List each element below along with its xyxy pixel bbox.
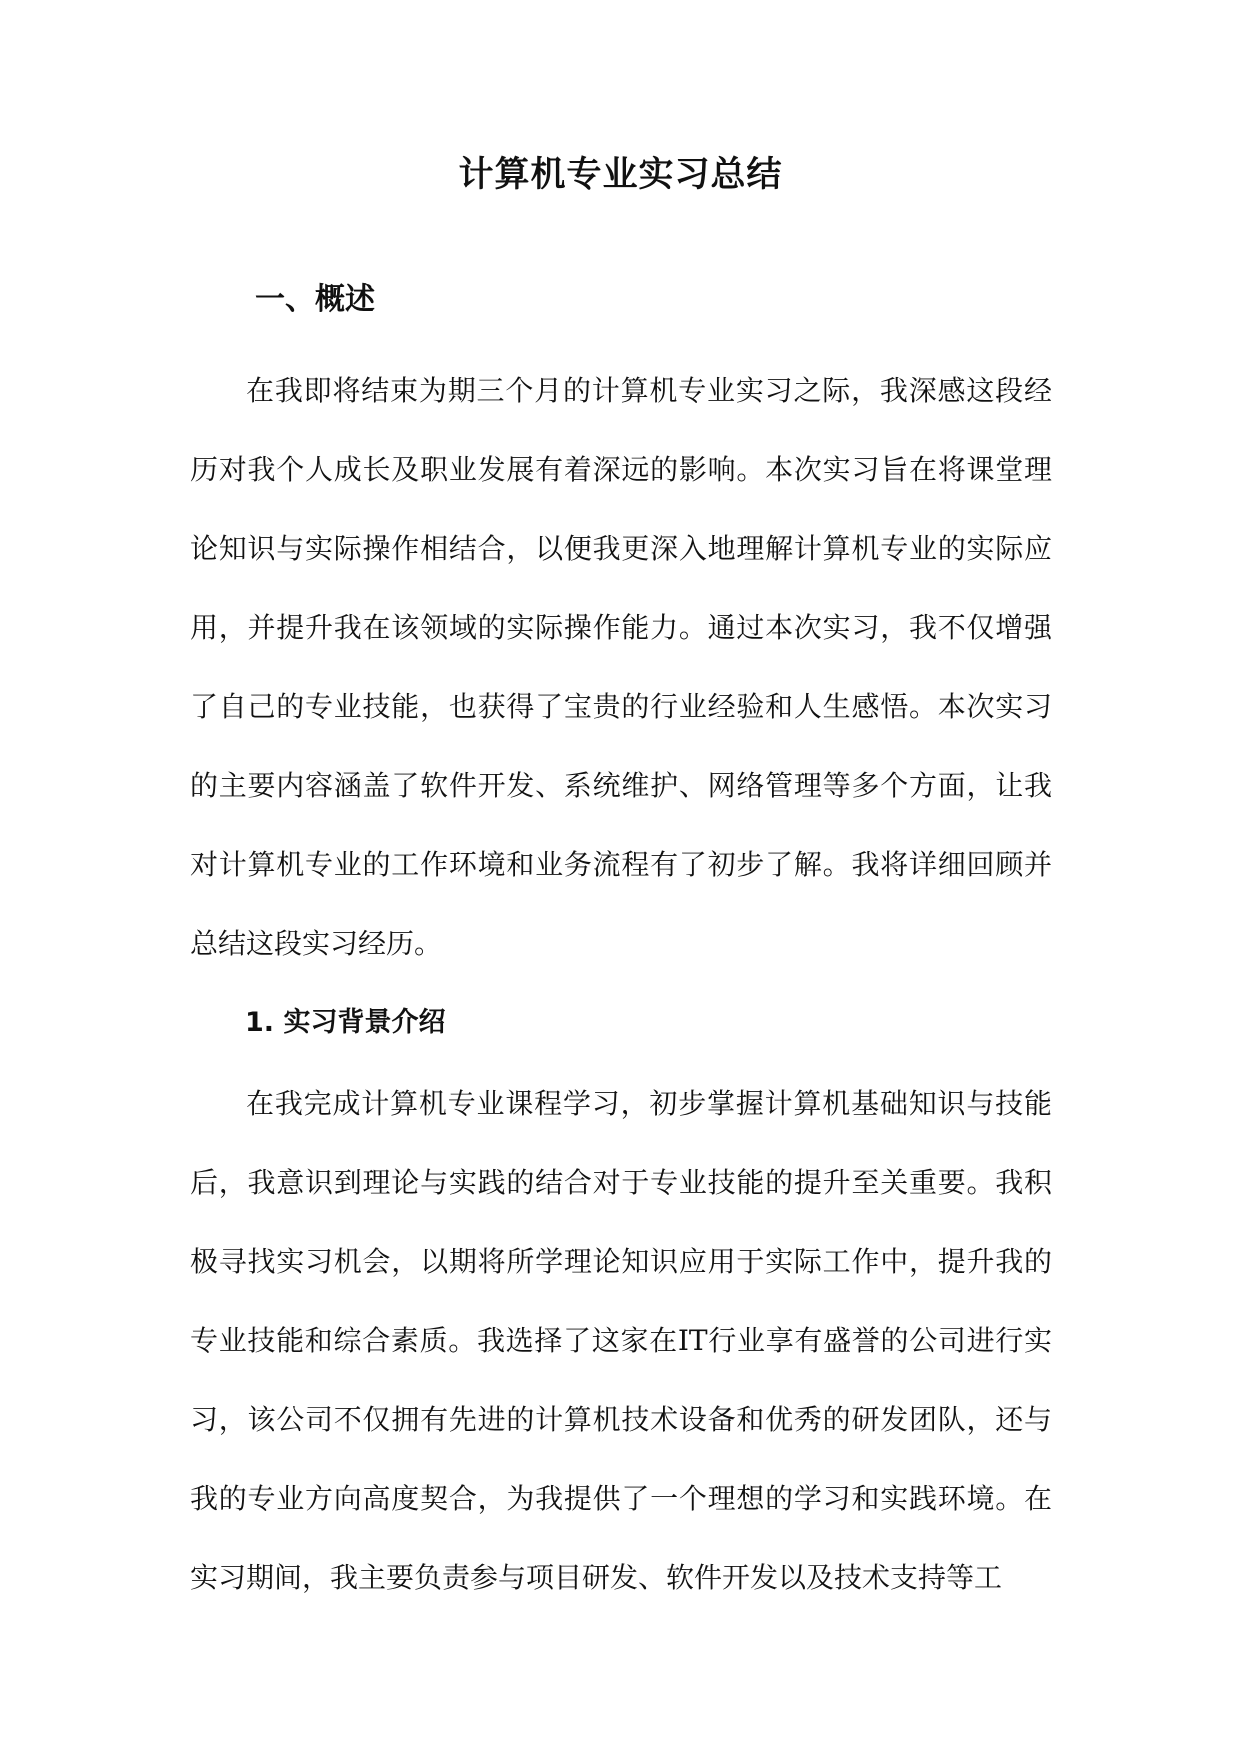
page-title: 计算机专业实习总结 (458, 155, 783, 195)
background-paragraph: 在我完成计算机专业课程学习，初步掌握计算机基础知识与技能后，我意识到理论与实践的结合对于专业技能的提升至关重要。我积极寻找实习机会，以期将所学理论知识应用于实际工作中，提升我的专业技能和综合素质。我选择了这家在IT行业享有盛誉的公司进行实习，该公司不仅拥有先进的计算机技术设备和优秀的研发团队，还与我的专业方向高度契合，为我提供了一个理想的学习和实践环境。在实习期间，我主要负责参与项目研发、软件开发以及技术支持等工 (190, 1087, 1052, 1594)
overview-paragraph: 在我即将结束为期三个月的计算机专业实习之际，我深感这段经历对我个人成长及职业发展有着深远的影响。本次实习旨在将课堂理论知识与实际操作相结合，以便我更深入地理解计算机专业的实际应用，并提升我在该领域的实际操作能力。通过本次实习，我不仅增强了自己的专业技能，也获得了宝贵的行业经验和人生感悟。本次实习的主要内容涵盖了软件开发、系统维护、网络管理等多个方面，让我对计算机专业的工作环境和业务流程有了初步了解。我将详细回顾并总结这段实习经历。 (190, 374, 1052, 960)
subsection-heading-background: 1. 实习背景介绍 (245, 1007, 446, 1038)
section-heading-overview: 一、概述 (255, 282, 375, 317)
